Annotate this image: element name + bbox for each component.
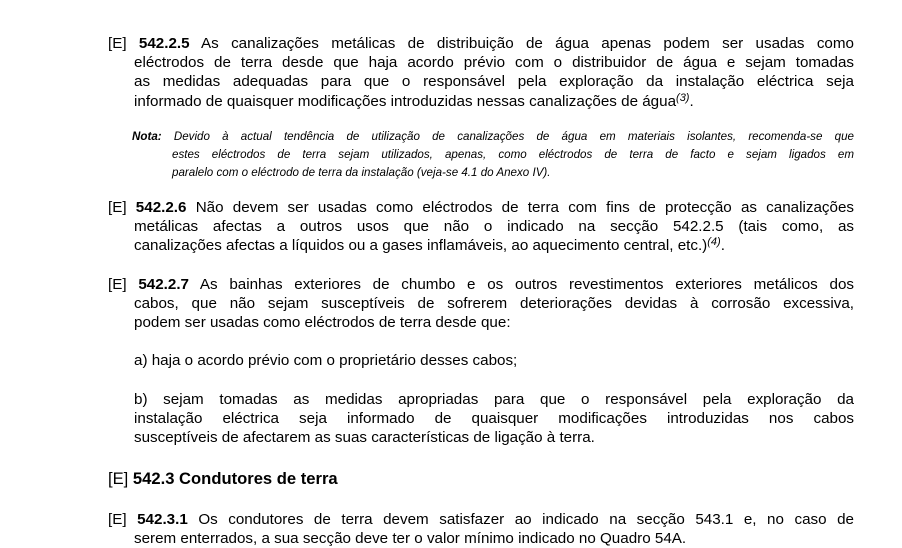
paragraph-line: serem enterrados, a sua secção deve ter o valor mínimo indicado no Quadro 54A. bbox=[134, 530, 687, 548]
paragraph-end: . bbox=[720, 237, 725, 255]
list-item-b bbox=[134, 390, 854, 448]
section-number: 542.2.5 bbox=[138, 35, 190, 52]
footnote-ref: (4) bbox=[707, 236, 721, 249]
list-item-line: b) sejam tomadas as medidas apropriadas para que o responsável pela exploração da bbox=[134, 391, 854, 408]
paragraph-text: informado de quaisquer modificações introduzidas nessas canalizações de água bbox=[134, 92, 677, 110]
paragraph-line: cabos, que não sejam susceptíveis de sofrerem deteriorações devidas à corrosão excessiva, bbox=[134, 295, 854, 313]
section-number: 542.3.1 bbox=[137, 511, 188, 528]
note-line: estes eléctrodos de terra sejam utilizados, apenas, como eléctrodos de terra de facto e sejam ligados em bbox=[172, 148, 854, 161]
note-line bbox=[132, 128, 854, 146]
section-number: 542.2.6 bbox=[135, 199, 187, 216]
paragraph-542-3-1 bbox=[108, 510, 854, 548]
paragraph-542-2-5 bbox=[108, 34, 854, 111]
paragraph-text: As canalizações metálicas de distribuição de água apenas podem ser usadas como bbox=[201, 35, 854, 52]
list-item-line: a) haja o acordo prévio com o proprietário desses cabos; bbox=[134, 352, 518, 369]
paragraph-542-2-7 bbox=[108, 275, 854, 333]
paragraph-line bbox=[108, 275, 854, 294]
section-tag: [E] bbox=[108, 276, 127, 293]
paragraph-line bbox=[108, 198, 854, 217]
paragraph-line: metálicas afectas a outros usos que não o indicado na secção 542.2.5 (tais como, as bbox=[134, 218, 854, 236]
list-item-line: instalação eléctrica seja informado de quaisquer modificações introduzidas nos cabos bbox=[134, 410, 854, 428]
paragraph-text: canalizações afectas a líquidos ou a gases inflamáveis, ao aquecimento central, etc.) bbox=[134, 237, 708, 255]
section-tag: [E] bbox=[108, 511, 127, 528]
paragraph-line bbox=[108, 92, 854, 111]
paragraph-line bbox=[108, 236, 854, 255]
section-tag: [E] bbox=[108, 469, 129, 488]
note-label: Nota: bbox=[132, 130, 162, 143]
section-heading bbox=[108, 469, 854, 489]
paragraph-line: podem ser usadas como eléctrodos de terra desde que: bbox=[134, 314, 511, 332]
note-block bbox=[132, 128, 854, 182]
section-tag: [E] bbox=[108, 199, 127, 216]
paragraph-end: . bbox=[689, 92, 694, 110]
paragraph-text: Os condutores de terra devem satisfazer ao indicado na secção 543.1 e, no caso de bbox=[198, 511, 854, 528]
note-text: Devido à actual tendência de utilização de canalizações de água em materiais isolantes, recomenda-se que bbox=[173, 130, 854, 143]
note-line: paralelo com o eléctrodo de terra da instalação (veja-se 4.1 do Anexo IV). bbox=[172, 166, 551, 179]
paragraph-line bbox=[108, 510, 854, 529]
paragraph-line: eléctrodos de terra desde que haja acordo prévio com o distribuidor de água e sejam tomadas bbox=[134, 54, 854, 72]
section-number: 542.2.7 bbox=[138, 276, 189, 293]
paragraph-text: Não devem ser usadas como eléctrodos de terra com fins de protecção as canalizações bbox=[195, 199, 854, 216]
heading-text: 542.3 Condutores de terra bbox=[132, 469, 338, 488]
paragraph-542-2-6 bbox=[108, 198, 854, 256]
footnote-ref: (3) bbox=[676, 91, 690, 104]
paragraph-text: As bainhas exteriores de chumbo e os outros revestimentos exteriores metálicos dos bbox=[199, 276, 854, 293]
list-item-line: susceptíveis de afectarem as suas características de ligação à terra. bbox=[134, 429, 595, 447]
paragraph-line: as medidas adequadas para que o responsável pela exploração da instalação eléctrica seja bbox=[134, 73, 854, 91]
list-item-a bbox=[134, 351, 854, 370]
paragraph-line bbox=[108, 34, 854, 53]
section-tag: [E] bbox=[108, 35, 127, 52]
